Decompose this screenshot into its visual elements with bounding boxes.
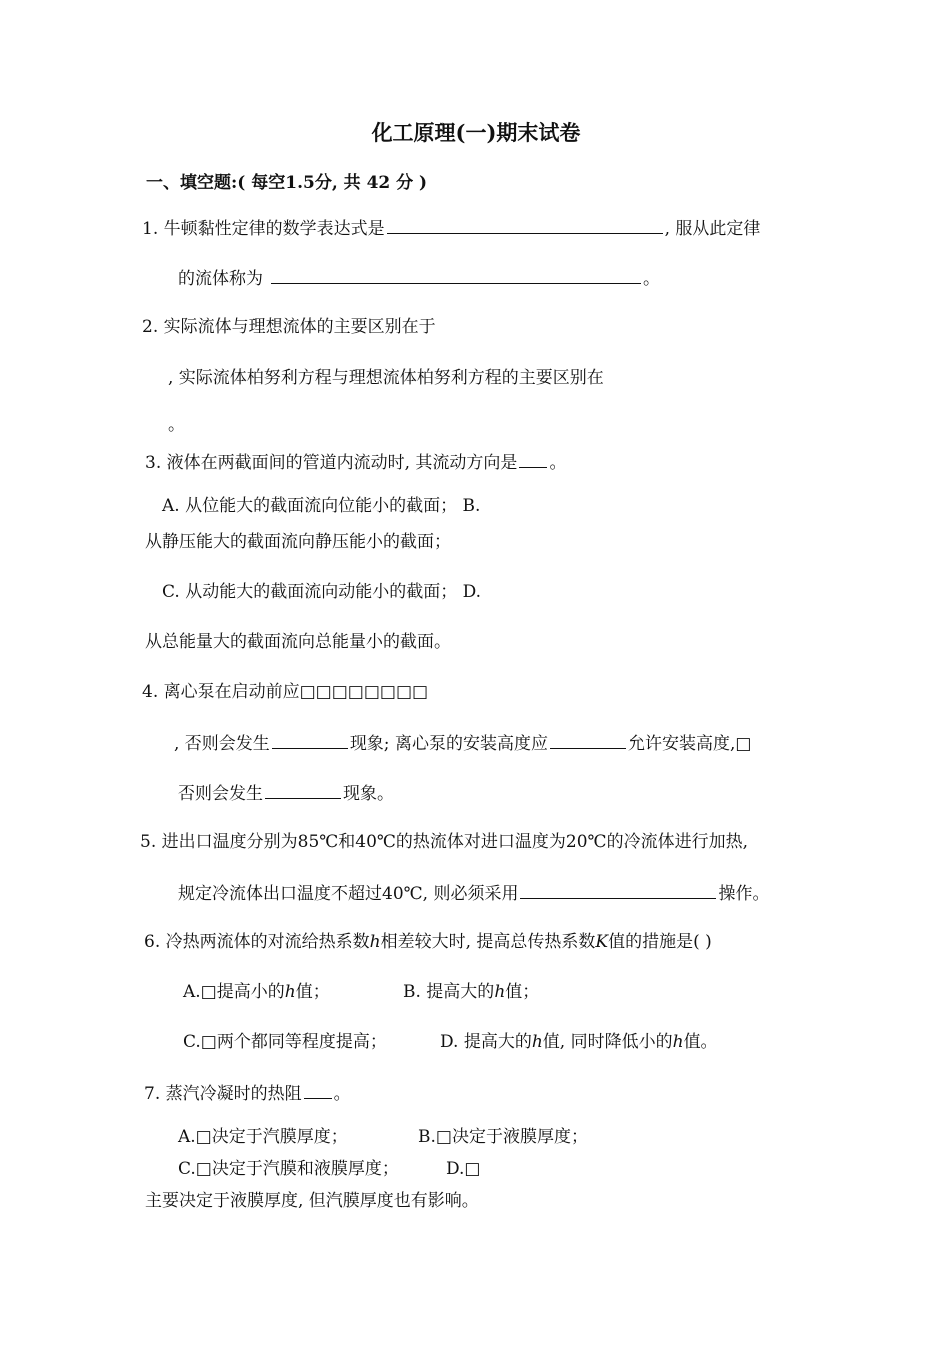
- question-4-line-2: [174, 731, 751, 755]
- q6-opt-d-3: 值。: [683, 1032, 718, 1052]
- q4-text-c1: 否则会发生: [178, 784, 263, 804]
- question-7-option-d-text: 主要决定于液膜厚度, 但汽膜厚度也有影响。: [145, 1191, 479, 1211]
- question-7-option-b: B.□决定于液膜厚度；: [418, 1127, 588, 1147]
- q6-opt-d-1: D. 提高大的: [440, 1032, 532, 1052]
- q4-blank-2: [550, 731, 626, 749]
- q4-blank-1: [272, 731, 348, 749]
- q5-blank: [520, 881, 716, 899]
- q4-text-b3: 允许安装高度,□: [627, 734, 752, 754]
- q4-text-c2: 现象。: [343, 784, 394, 804]
- question-2-line-1: 2. 实际流体与理想流体的主要区别在于: [142, 317, 436, 337]
- question-6-option-c: C.□两个都同等程度提高；: [183, 1032, 387, 1052]
- q6-opt-b-2: 值；: [505, 982, 540, 1002]
- q7-stem-end: 。: [333, 1084, 351, 1104]
- q6-stem-2: 相差较大时, 提高总传热系数: [380, 932, 596, 952]
- q6-opt-b-1: B. 提高大的: [403, 982, 495, 1002]
- question-7-option-d: D.□: [446, 1159, 481, 1179]
- q6-stem-1: 6. 冷热两流体的对流给热系数: [144, 932, 370, 952]
- q3-stem-text: 3. 液体在两截面间的管道内流动时, 其流动方向是: [145, 453, 518, 473]
- question-7-option-c: C.□决定于汽膜和液膜厚度；: [178, 1159, 399, 1179]
- q6-stem-3: 值的措施是( ): [608, 932, 712, 952]
- q6-opt-a-1: A.□提高小的: [183, 982, 285, 1002]
- question-1-line-1: [142, 216, 760, 240]
- section-heading: 一、填空题:( 每空1.5分, 共 42 分 ): [146, 173, 428, 193]
- q7-blank: [304, 1081, 332, 1099]
- question-2-line-3: 。: [168, 415, 185, 435]
- question-3-option-d: 从总能量大的截面流向总能量小的截面。: [145, 632, 451, 652]
- q1-blank-2: [271, 266, 641, 284]
- question-6-option-a: [183, 981, 330, 1003]
- q1-text-a: 1. 牛顿黏性定律的数学表达式是: [142, 219, 385, 239]
- q3-stem-end: 。: [549, 453, 567, 473]
- q1-text-b: , 服从此定律: [664, 219, 761, 239]
- question-5-line-2: [178, 881, 769, 905]
- q4-text-b2: 现象; 离心泵的安装高度应: [349, 734, 548, 754]
- question-1-line-2: [178, 266, 660, 290]
- q6-opt-a-h: h: [284, 982, 296, 1002]
- question-7-stem: [144, 1081, 351, 1105]
- q5-text-b2: 操作。: [718, 884, 770, 904]
- q6-opt-a-2: 值；: [295, 982, 330, 1002]
- q1-text-d: 。: [643, 269, 660, 289]
- q7-stem-text: 7. 蒸汽冷凝时的热阻: [144, 1084, 302, 1104]
- q6-opt-d-h1: h: [531, 1032, 543, 1052]
- question-3-option-b: 从静压能大的截面流向静压能小的截面；: [145, 532, 451, 552]
- q5-text-b1: 规定冷流体出口温度不超过40℃, 则必须采用: [178, 884, 519, 904]
- q6-symbol-h: h: [369, 932, 381, 952]
- q4-text-b1: , 否则会发生: [174, 734, 270, 754]
- q6-symbol-k: K: [595, 932, 609, 952]
- question-4-line-1: 4. 离心泵在启动前应□□□□□□□□: [142, 682, 429, 702]
- q6-opt-b-h: h: [494, 982, 506, 1002]
- q3-blank: [519, 450, 547, 468]
- q4-blank-3: [265, 781, 341, 799]
- question-3-option-a: A. 从位能大的截面流向位能小的截面； B.: [162, 496, 481, 516]
- question-6-option-d: [440, 1031, 718, 1053]
- q6-opt-d-h2: h: [672, 1032, 684, 1052]
- question-7-option-a: A.□决定于汽膜厚度；: [178, 1127, 348, 1147]
- q1-text-c: 的流体称为: [178, 269, 263, 289]
- q6-opt-d-2: 值, 同时降低小的: [542, 1032, 673, 1052]
- question-6-option-b: [403, 981, 539, 1003]
- page-title: 化工原理(一)期末试卷: [371, 120, 581, 145]
- question-4-line-3: [178, 781, 394, 805]
- q1-blank-1: [387, 216, 663, 234]
- question-2-line-2: , 实际流体柏努利方程与理想流体柏努利方程的主要区别在: [168, 368, 604, 388]
- question-3-option-c: C. 从动能大的截面流向动能小的截面； D.: [162, 582, 482, 602]
- question-5-line-1: 5. 进出口温度分别为85℃和40℃的热流体对进口温度为20℃的冷流体进行加热,: [140, 832, 748, 852]
- question-3-stem: [145, 450, 566, 474]
- question-6-stem: [144, 931, 712, 953]
